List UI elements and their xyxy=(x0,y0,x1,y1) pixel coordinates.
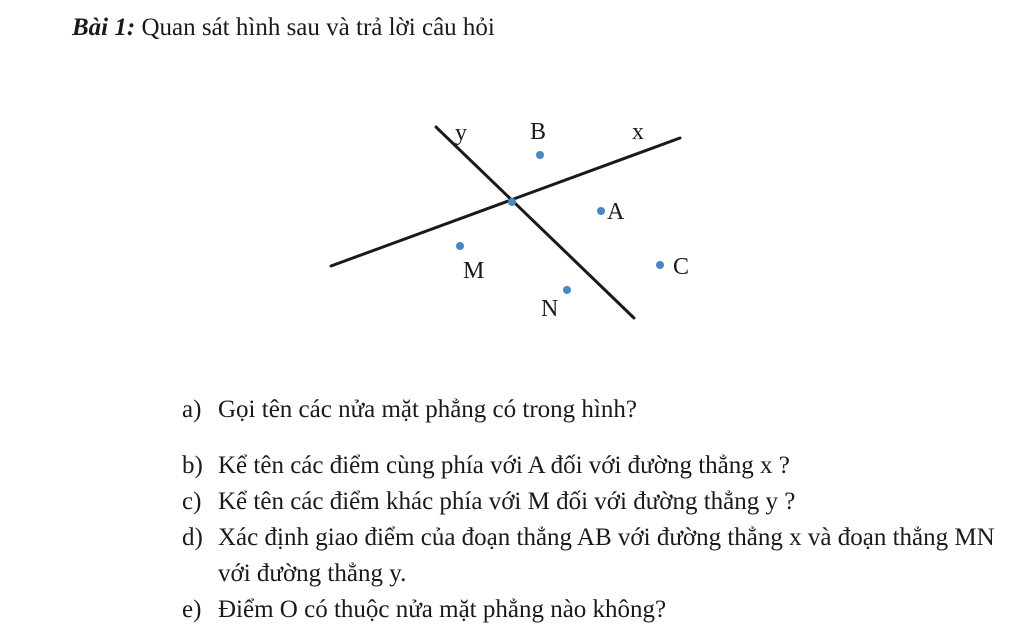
label-n: N xyxy=(541,296,559,322)
question-item xyxy=(182,448,1012,484)
exercise-label: Bài 1: xyxy=(72,14,136,41)
question-item xyxy=(182,392,1012,428)
question-text: Điểm O có thuộc nửa mặt phẳng nào không? xyxy=(218,596,667,623)
question-text: Kể tên các điểm cùng phía với A đối với đường thẳng x ? xyxy=(218,452,790,479)
point-a xyxy=(597,207,605,215)
label-b: B xyxy=(530,119,547,145)
label-a: A xyxy=(607,199,625,225)
question-text: Kể tên các điểm khác phía với M đối với đường thẳng y ? xyxy=(218,488,796,515)
exercise-instruction: Quan sát hình sau và trả lời câu hỏi xyxy=(141,14,495,41)
point-c xyxy=(656,261,664,269)
point-m xyxy=(456,242,464,250)
line-y xyxy=(436,127,634,318)
point-b xyxy=(536,151,544,159)
intersection-point xyxy=(508,198,516,206)
question-item xyxy=(182,520,1012,592)
label-x: x xyxy=(632,119,644,145)
question-item xyxy=(182,592,1012,628)
label-m: M xyxy=(463,258,485,284)
question-text: Xác định giao điểm của đoạn thẳng AB với đường thẳng x và đoạn thẳng MN với đường thẳng y. xyxy=(218,524,995,587)
question-letter: c) xyxy=(182,488,202,515)
point-n xyxy=(563,286,571,294)
question-text: Gọi tên các nửa mặt phẳng có trong hình? xyxy=(218,396,637,423)
label-c: C xyxy=(673,254,690,280)
line-x xyxy=(331,138,680,266)
question-item xyxy=(182,484,1012,520)
question-letter: a) xyxy=(182,396,202,423)
question-list xyxy=(182,392,1012,628)
question-letter: b) xyxy=(182,452,203,479)
question-letter: d) xyxy=(182,524,203,551)
label-y: y xyxy=(455,120,467,146)
question-letter: e) xyxy=(182,596,202,623)
